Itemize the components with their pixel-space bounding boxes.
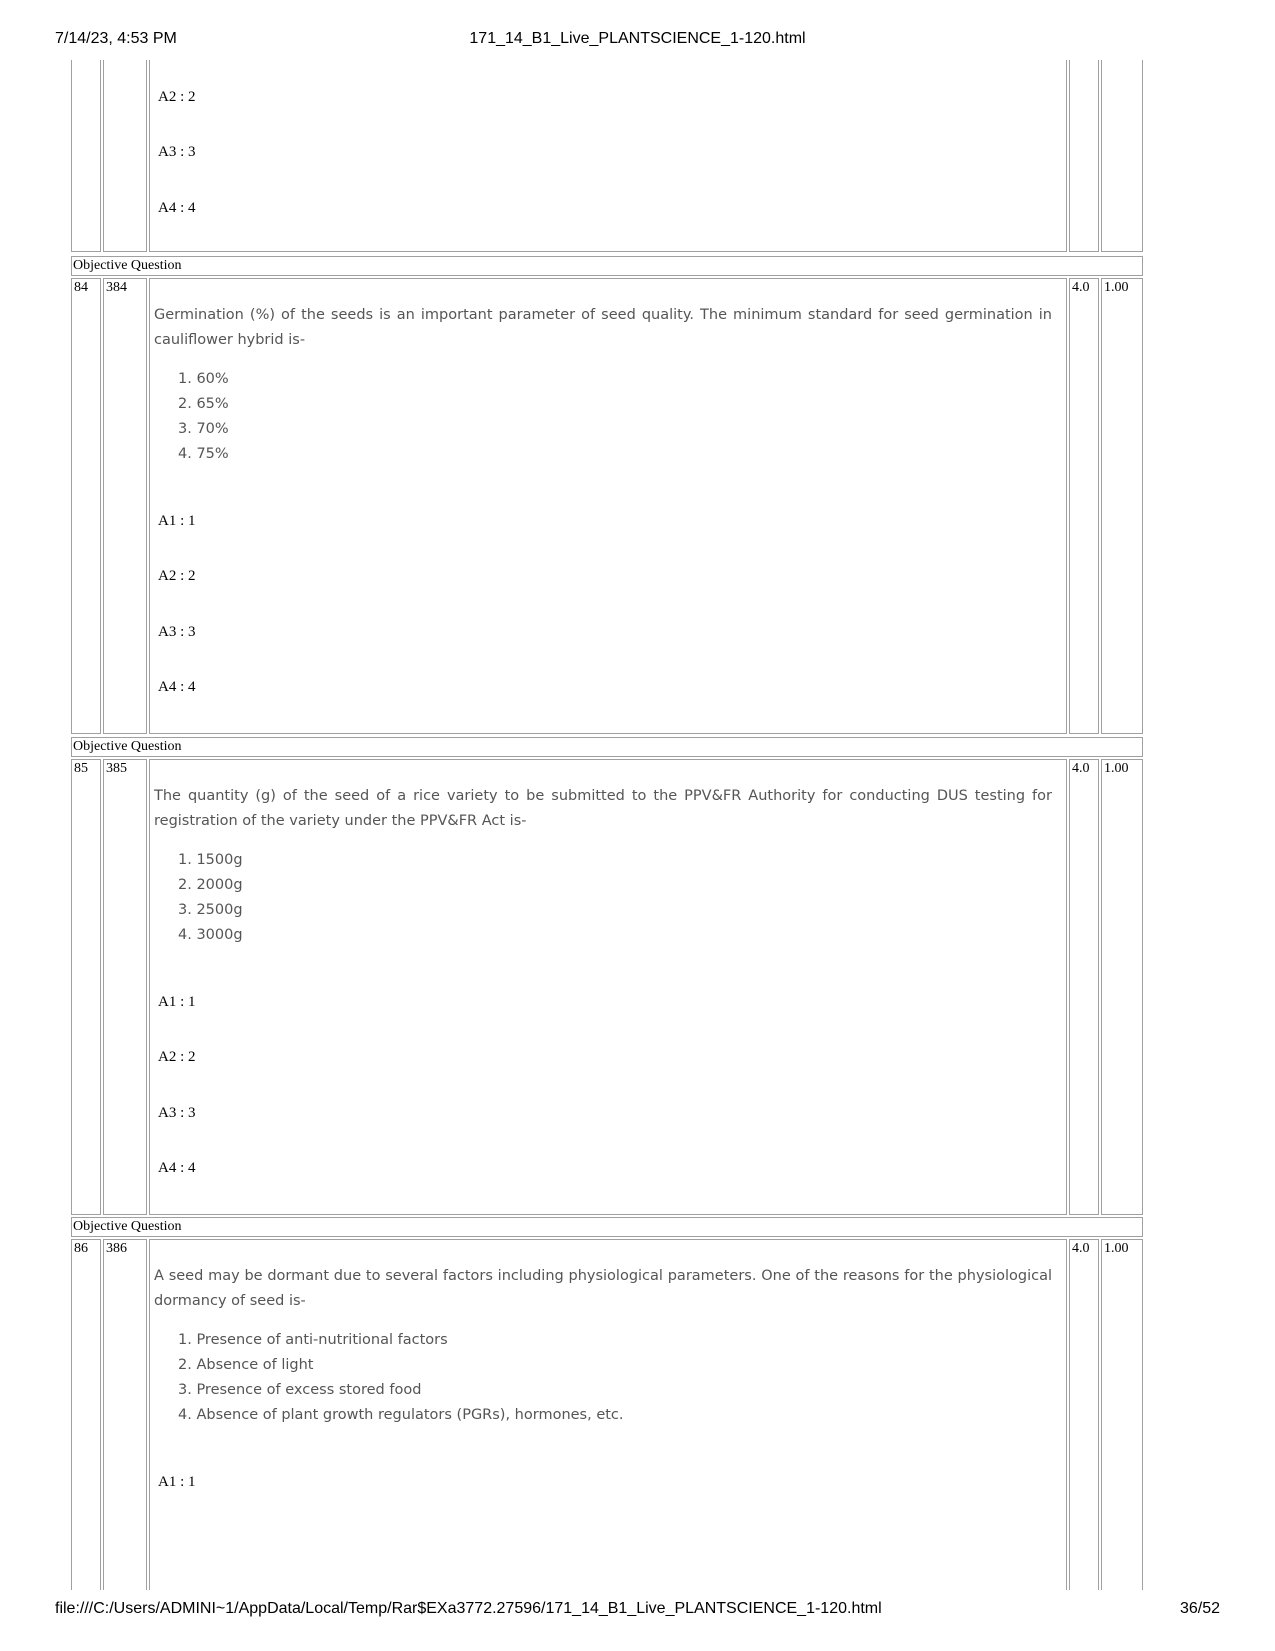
- print-datetime: 7/14/23, 4:53 PM: [55, 30, 177, 47]
- answer-line: A4 : 4: [158, 200, 196, 216]
- qid-cell: [103, 759, 147, 1215]
- options-list: [178, 1328, 624, 1428]
- option-item: 3. Presence of excess stored food: [178, 1382, 422, 1398]
- marks-cell: [1069, 759, 1099, 1215]
- option-item: 1. 60%: [178, 371, 229, 387]
- negative-marks-value: 1.00: [1104, 280, 1129, 295]
- negative-cell: [1101, 1239, 1143, 1590]
- option-item: 2. 65%: [178, 396, 229, 412]
- question-text: Germination (%) of the seeds is an important parameter of seed quality. The minimum standard for seed germination in cauliflower hybrid is-: [154, 307, 1052, 348]
- answer-line: A2 : 2: [158, 568, 196, 584]
- question-type-row: [71, 256, 1143, 276]
- answer-line: A3 : 3: [158, 144, 196, 160]
- question-table: [71, 60, 1201, 1590]
- sno-cell: [71, 1239, 101, 1590]
- options-list: [178, 848, 243, 948]
- answer-line: A2 : 2: [158, 89, 196, 105]
- answer-line: A4 : 4: [158, 1160, 196, 1176]
- answer-line: A1 : 1: [158, 513, 196, 529]
- question-number: 85: [74, 761, 88, 776]
- marks-value: 4.0: [1072, 280, 1090, 295]
- option-item: 3. 2500g: [178, 902, 243, 918]
- options-list: [178, 367, 229, 467]
- option-item: 4. Absence of plant growth regulators (PGRs), hormones, etc.: [178, 1407, 624, 1423]
- option-item: 2. Absence of light: [178, 1357, 314, 1373]
- answer-line: A1 : 1: [158, 994, 196, 1010]
- answer-line: A1 : 1: [158, 1474, 196, 1490]
- question-text: A seed may be dormant due to several factors including physiological parameters. One of the reasons for the physiological dormancy of seed is-: [154, 1268, 1052, 1309]
- qid-cell: [103, 278, 147, 734]
- question-type-label: Objective Question: [73, 739, 182, 754]
- qid-cell: [103, 1239, 147, 1590]
- question-cell: [149, 60, 1067, 252]
- qid-cell: [103, 60, 147, 252]
- option-item: 1. 1500g: [178, 852, 243, 868]
- print-file-path: file:///C:/Users/ADMINI~1/AppData/Local/Temp/Rar$EXa3772.27596/171_14_B1_Live_PLANTSCIENCE_1-120.html: [55, 1600, 882, 1617]
- negative-cell: [1101, 759, 1143, 1215]
- marks-value: 4.0: [1072, 761, 1090, 776]
- question-type-row: [71, 737, 1143, 757]
- question-type-label: Objective Question: [73, 1219, 182, 1234]
- question-number: 86: [74, 1241, 88, 1256]
- sno-cell: [71, 759, 101, 1215]
- print-doc-title: 171_14_B1_Live_PLANTSCIENCE_1-120.html: [469, 30, 806, 47]
- question-cell: [149, 278, 1067, 734]
- negative-cell: [1101, 60, 1143, 252]
- answer-line: A3 : 3: [158, 1105, 196, 1121]
- marks-cell: [1069, 60, 1099, 252]
- question-type-label: Objective Question: [73, 258, 182, 273]
- question-id: 384: [106, 280, 127, 295]
- option-item: 4. 3000g: [178, 927, 243, 943]
- negative-cell: [1101, 278, 1143, 734]
- print-footer: [55, 1600, 1220, 1622]
- answer-line: A4 : 4: [158, 679, 196, 695]
- marks-value: 4.0: [1072, 1241, 1090, 1256]
- option-item: 1. Presence of anti-nutritional factors: [178, 1332, 448, 1348]
- marks-cell: [1069, 1239, 1099, 1590]
- negative-marks-value: 1.00: [1104, 1241, 1129, 1256]
- answer-line: A2 : 2: [158, 1049, 196, 1065]
- question-cell: [149, 759, 1067, 1215]
- question-type-row: [71, 1217, 1143, 1237]
- answer-line: A3 : 3: [158, 624, 196, 640]
- sno-cell: [71, 60, 101, 252]
- question-id: 385: [106, 761, 127, 776]
- option-item: 3. 70%: [178, 421, 229, 437]
- question-number: 84: [74, 280, 88, 295]
- option-item: 4. 75%: [178, 446, 229, 462]
- question-cell: [149, 1239, 1067, 1590]
- sno-cell: [71, 278, 101, 734]
- question-id: 386: [106, 1241, 127, 1256]
- print-page-number: 36/52: [1179, 1600, 1220, 1617]
- print-header: [55, 30, 1220, 52]
- option-item: 2. 2000g: [178, 877, 243, 893]
- marks-cell: [1069, 278, 1099, 734]
- negative-marks-value: 1.00: [1104, 761, 1129, 776]
- question-text: The quantity (g) of the seed of a rice variety to be submitted to the PPV&FR Authority for conducting DUS testing for registration of the variety under the PPV&FR Act is-: [154, 788, 1052, 829]
